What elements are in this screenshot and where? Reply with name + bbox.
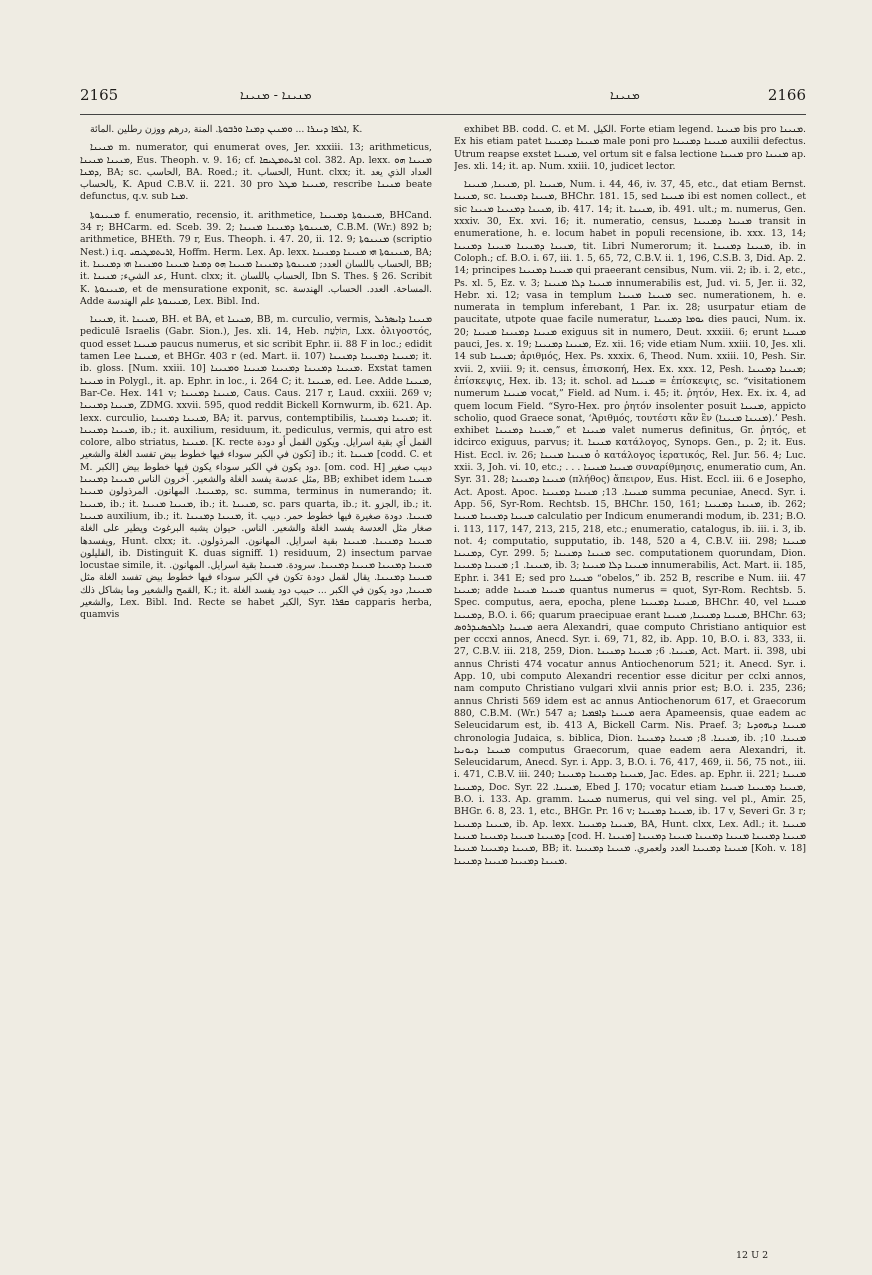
entry-paragraph: ܡܢܝܢܘܬܐ f. enumeratio, recensio, it. arithmetice, ܡܢܝܢܘܬܐ ܕܡܢܝܢܐ, BHCand. 34 r; BHCarm. ed. Sceb. 39. 2; ܡܢܝܢܘܬܐ ܕܡܢܝܢܐ ܡܢܝܢܐ, C.B.M. (Wr.) 892 b; arithmetice, BHEth. 79 r, Eus. Theoph. i. 47. 20, ii. 12. 9; ܡܢܝܢܘܬܐ (scriptio Nest.) i.q. ܐܪܝܬܡܛܝܩܝ, Hoffm. Herm. Lex. Ap. lexx. ܡܢܝܢܘܬܐ ܗܝ ܡܢܝܢܐ ܕܡܢܝܢܐ, BA; it. الحساب باللسان العدد; ܡܢܝܢܘܬܐ ܕܡܢܝܢܐ ܡܢܝܢܐ ܗܘ ܕܡܢܐ ܡܢܝܢܐ ܘܡܢܝܢܐ ܗܝ ܕܡܢܝܢܐ, BB; it. عد الشيء; ܡܢܝܢܐ, Hunt. clxx; it. الحساب باللسان, Ibn S. Thes. § 26. Scribit K. ܡܢܝܢܘܬܐ, et de mensuratione exponit, sc. المساحة. العدد. الحساب. الهندسة. Adde ܡܢܝܢܘܬܐ علم الهندسة, Lex. Bibl. Ind. [80,209,432,307]
page-header [80,86,806,108]
signature-mark: 12 U 2 [736,1250,769,1261]
running-head-left: ܡܢܝܢܐ - ܡܢܝܢܐ [240,88,312,102]
entry-paragraph: ܡܢܝܢܐ m. numerator, qui enumerat oves, Jer. xxxiii. 13; arithmeticus, ܡܢܝܢܐ ܡܢܝܢܐ, Eus. Theoph. v. 9. 16; cf. ܐܪܝܬܡܛܝܩܐ col. 382. Ap. lexx. ܡܢܝܢܐ ܗܘ ܕܡܢܐ, BA; sc. الحاسب, BA. Roed.; it. الحساب, Hunt. clxx; it. العداد الذي يعد بالحساب, K. Apud C.B.V. ii. 221. 30 pro ܡܢܝܢܐ ܡܛܠ, rescribe ܡܢܝܢܐ beate defunctus, q.v. sub ܡܢܐ. [80,142,432,203]
entry-paragraph: ܡܢܝܢܐ, ܡܢܝܢܐ, pl. ܡܢܝܢܐ, Num. i. 44, 46, iv. 37, 45, etc., dat etiam Bernst. ܡܢܝܢܐ, sc. ܡܢܝܢܐ ܕܡܢܝܢܐ, BHChr. 181. 15, sed ܡܢܝܢܐ ibi est nomen collect., et sic ܡܢܝܢܐ ܕܡܢܝܢܐ ܡܢܝܢܐ, ib. 417. 14; it. ܡܢܝܢܐ, ib. 491. ult.; m. numerus, Gen. xxxiv. 30, Ex. xvi. 16; it. numeratio, census, ܡܢܝܢܐ ܕܡܢܝܢܐ transit in enumeratione, h. e. locum habet in populi recensione, ib. xxx. 13, 14; ܡܢܝܢܐ ܕܡܢܝܢܐ ܡܢܝܢܐ ܕܡܢܝܢܐ, tit. Libri Numerorum; it. ܡܢܝܢܐ ܕܡܢܝܢܐ, ib. in Coloph.; cf. B.O. i. 67, iii. 1. 5, 65, 72, C.B.V. ii. 1, 196, C.S.B. 3, Did. Ap. 2. 14; principes ܡܢܝܢܐ ܕܡܢܝܢܐ qui praeerant censibus, Num. vii. 2; ib. i. 2, etc., Ps. xl. 5, Ez. v. 3; ܡܢܝܢܐ ܕܠܐ ܡܢܝܢܐ innumerabilis est, Jud. vi. 5, Jer. ii. 32, Hebr. xi. 12; vasa in templum ܡܢܝܢܐ ܡܢܝܢܐ sec. numerationem, h. e. numerata in templum inferebant, 1 Par. ix. 28; usurpatur etiam de paucitate, utpote quae facile numeratur, ܝܘܡܐ ܕܡܢܝܢܐ dies pauci, Num. ix. 20; ܡܢܝܢܐ ܕܡܢܝܢܐ ܡܢܝܢܐ exiguus sit in numero, Deut. xxxiii. 6; erunt ܡܢܝܢܐ pauci, Jes. x. 19; ܡܢܝܢܐ ܕܡܢܝܢܐ, Ez. xii. 16; vide etiam Num. xxiii. 10, Jes. xli. 14 sub ܡܢܝܢܐ; ἀριθμός, Hex. Ps. xxxix. 6, Theod. Num. xxiii. 10, Pesh. Sir. xvii. 2, xviii. 9; it. census, ἐπισκοπή, Hex. Ex. xxx. 12, Pesh. ܡܢܝܢܐ ܕܡܢܝܢܐ; ἐπίσκεψις, Hex. ib. 13; it. schol. ad ܡܢܝܢܐ = ἐπίσκεψις, sc. “visitationem numerum ܡܢܝܢܐ vocat,” Field. ad Num. i. 45; it. ῥητόν, Hex. Ex. ix. 4, ad quem locum Field. “Syro-Hex. pro ῥητόν insolenter posuit ܡܢܝܢܐ, appicto scholio, quod Graece sonat, ‘Ἀριθμός, τουτέστι κἂν ἓν (ܡܢܝܢܐ ܡܢܝܢܐ).’ Pesh. exhibet ܡܢܝܢܐ ܕܡܢܝܢܐ,” et ܡܢܝܢܐ valet numerus definitus, Gr. ῥητός, et idcirco exiguus, parvus; it. ܡܢܝܢܐ κατάλογος, Synops. Gen., p. 2; it. Eus. Hist. Eccl. iv. 26; ܡܢܝܢܐ ܡܢܝܢܐ ὁ κατάλογος ἱερατικός, Rel. Jur. 56. 4; Luc. xxii. 3, Joh. vi. 10, etc.; . . . ܡܢܝܢܐ ܡܢܝܢܐ συναρίθμησις, enumeratio cum, An. Syr. 31. 28; ܡܢܝܢܐ ܕܡܢܝܢܐ (πλήθος) ἄπειρον, Eus. Hist. Eccl. iii. 6 e Josepho, Act. Apost. Apoc. ܡܢܝܢܐ. 13; ܡܢܝܢܐ ܕܡܢܝܢܐ summa pecuniae, Anecd. Syr. i. App. 56, Syr-Rom. Rechtsb. 15, BHChr. 150, 161; ܡܢܝܢܐ ܕܡܢܝܢܐ, ib. 262; ܡܢܝܢܐ ܕܡܢܝܢܐ ܡܢܝܢܐ calculatio per Indicum enumerandi modum, ib. 231; B.O. i. 113, 117, 147, 213, 215, 218, etc.; enumeratio, catalogus, ib. iii. i. 3, ib. not. 4; computatio, supputatio, ib. 148, 520 a 4, C.B.V. iii. 298; ܡܢܝܢܐ ܕܡܢܝܢܐ, Cyr. 299. 5; ܡܢܝܢܐ ܕܡܢܝܢܐ sec. computationem quorundam, Dion. ܡܢܝܢܐ. 1; ܡܢܝܢܐ ܕܡܢܝܢܐ, ib. 3; ܡܢܝܢܐ ܕܠܐ ܡܢܝܢܐ innumerabilis, Act. Mart. ii. 185, Ephr. i. 341 E; sed pro ܡܢܝܢܐ “obelos,” ib. 252 B, rescribe e Num. iii. 47 ܡܢܝܢܐ; adde ܡܢܝܢܐ ܡܢܝܢܐ quantus numerus = quot, Syr-Rom. Rechtsb. 5. Spec. computus, aera, epocha, plene ܡܢܝܢܐ ܕܡܢܝܢܐ, BHChr. 40, vel ܡܢܝܢܐ ܕܡܢܝܢܐ, B.O. i. 66; quarum praecipuae erant ܡܢܝܢܐ ܕܡܢܝܢܐ, ܡܢܝܢܐ, BHChr. 63; ܡܢܝܢܐ ܕܐܠܟܣܢܕܪܘܣ aera Alexandri, quae computo Christiano antiquior est per cccxi annos, Anecd. Syr. i. 69, 71, 82, ib. App. 10, B.O. i. 83, 333, ii. 27, C.B.V. iii. 218, 259, Dion. ܡܢܝܢܐ. 6; ܡܢܝܢܐ ܕܡܢܝܢܐ, Act. Mart. ii. 398, ubi annus Christi 474 vocatur annus Antiochenorum 521; it. Anecd. Syr. i. App. 10, ubi computo Alexandri recentior esse dicitur per cclxi annos, nam computo Christiano vulgari xlvii annis prior est; B.O. i. 235, 236; annus Christi 569 idem est ac annus Antiochenorum 617, et Graecorum 880, C.B.M. (Wr.) 547 a; ܡܢܝܢܐ ܕܐܦܡܝܐ aera Apameensis, quae eadem ac Seleucidarum est, ib. 413 A, Bickell Carm. Nis. Praef. 3; ܡܢܝܢܐ ܕܝܗܘܕܝܐ chronologia Judaica, s. biblica, Dion. ܡܢܝܢܐ. 8; ܡܢܝܢܐ ܕܡܢܝܢܐ, ib. ܡܢܝܢܐ. 10; ܡܢܝܢܐ ܕܝܘܢܝܐ computus Graecorum, quae eadem aera Alexandri, it. Seleucidarum, Anecd. Syr. i. App. 3, B.O. i. 76, 417, 469, ii. 56, 75 not., iii. i. 471, C.B.V. iii. 240; ܡܢܝܢܐ ܕܡܢܝܢܐ ܕܡܢܝܢܐ, Jac. Edes. ap. Ephr. ii. 221; ܡܢܝܢܐ ܕܡܢܝܢܐ, Doc. Syr. ܡܢܝܢܐ. 22, Ebed J. 170; vocatur etiam ܡܢܝܢܐ ܕܡܢܝܢܐ ܡܢܝܢܐ, B.O. i. 133. Ap. gramm. ܡܢܝܢܐ numerus, qui vel sing. vel pl., Amir. 25, BHGr. 6. 8, 23. 1, etc., BHGr. Pr. 16 v; ܡܢܝܢܐ ܕܡܢܝܢܐ, ib. 17 v, Severi Gr. 3 r; ܡܢܝܢܐ ܕܡܢܝܢܐ, ib. Ap. lexx. ܡܢܝܢܐ ܕܡܢܝܢܐ, BA, Hunt. clxx, Lex. Adl.; it. ܡܢܝܢܐ ܕܡܢܝܢܐ ܡܢܝܢܐ ܕܡܢܝܢܐ ܡܢܝܢܐ [cod. H. ܡܢܝܢܐ] ܡܢܝܢܐ ܕܡܢܝܢܐ ܡܢܝܢܐ ܕܡܢܝܢܐ ܡܢܝܢܐ ܕܡܢܝܢܐ ܡܢܝܢܐ ܕܡܢܝܢܐ ܡܢܝܢܐ, BB; it. ܡܢܝܢܐ ܕܡܢܝܢܐ العدد ولعمري. ܡܢܝܢܐ ܕܡܢܝܢܐ [Koh. v. 18] ܡܢܝܢܐ ܕܡܢܝܢܐ ܡܢܝܢܐ ܕܡܢܝܢܐ. [454,179,806,867]
entry-paragraph: ܐܠܦܐ ܕܝܢܪܐ ... ܘܡܢܝܢ ܕܡܢܐ ܘܪܒܘܬܐ. المنة ,درهم ووزن رطلين .المائة, K. [90,124,363,135]
page-number-left: 2165 [80,86,119,104]
left-column [80,124,432,1249]
header-rule [80,114,806,115]
entry-paragraph: ܡܢܝܢܐ, it. ܡܢܝܢܐ, BH. et BA, et ܡܢܝܢܐ, BB, m. curculio, vermis, ܡܢܝܢܐ ܕܐܝܣܪܝܠ pediculē Israelis (Gabr. Sion.), Jes. xli. 14, Heb. תּוֹלַעַת, Lxx. ὀλιγοστός, quod esset ܡܢܝܢܐ paucus numerus, et sic scribit Ephr. ii. 88 F in loc.; edidit tamen Lee ܡܢܝܢܐ, et BHGr. 403 r (ed. Mart. ii. 107) ܡܢܝܢܐ ܕܡܢܝܢܐ ܕܡܢܝܢܐ; it. ib. gloss. [Num. xxiii. 10] ܡܢܝܢܐ ܕܡܢܝܢܐ ܕܡܢܝܢܐ ܡܢܝܢܐ ܘܡܢܝܢܐ. Exstat tamen ܡܢܝܢܐ in Polygl., it. ap. Ephr. in loc., i. 264 C; it. ܡܢܝܢܐ, ed. Lee. Adde ܡܢܝܢܐ, Bar-Ce. Hex. 141 v; ܡܢܝܢܐ ܕܡܢܝܢܐ, Caus. Caus. 217 r, Laud. cxxiii. 269 v; ܡܢܝܢܐ ܕܡܢܝܢܐ, ZDMG. xxvii. 595, quod reddit Bickell Kornwurm, ib. 621. Ap. lexx. curculio, ܡܢܝܢܐ ܕܡܢܝܢܐ, BA; it. parvus, contemptibilis, ܡܢܝܢܐ ܕܡܢܝܢܐ; it. ܡܢܝܢܐ ܕܡܢܝܢܐ, ib.; it. auxilium, residuum, it. pediculus, vermis, qui atro est colore, albo striatus, ܡܢܝܢܐ. [K. recte القمل أي بقية اسرايل. ويكون القمل أو دودة تكون في الكبر سوداء فيها خطوط بيض تفسد الغلة والشعير] ib.; it. ܡܢܝܢܐ [codd. C. et M. الكبر] دود يكون في الكبر سوداء يكون فيها خطوط بيض. [om. cod. H] دبيب صغير مثل عدسة يفسد الغلة والشعير. آخرون الناس ܡܢܝܢܐ ܕܡܢܝܢܐ, BB; exhibet idem ܡܢܝܢܐ ܕܡܢܝܢܐ. المهانون. المرذولون ܡܢܝܢܐ, sc. summa, terminus in numerando; it. ܡܢܝܢܐ, ib.; it. ܡܢܝܢܐ ܡܢܝܢܐ, ib.; it. ܡܢܝܢܐ, sc. pars quarta, ib.; it. الجزو, ib.; it. ܡܢܝܢܐ auxilium, ib.; it. ܡܢܝܢܐ ܕܡܢܝܢܐ, it. ܡܢܝܢܐ. دودة صغيرة فيها خطوط حمر. دبيب صغار مثل العدسة يفسد الغلة والشعير. الناس. حيوان يشبه البرغوث ويطير على الغلة ويفسدها, Hunt. clxx; it. ܡܢܝܢܐ ܕܡܢܝܢܐ. ܡܢܝܢܐ بقية اسرايل. المهانون. المرذولون. القليلون, ib. Distinguit K. duas signiff. 1) residuum, 2) insectum parvae locustae simile, it. ܡܢܝܢܐ ܕܡܢܝܢܐ ܡܢܝܢܐ ܕܡܢܝܢܐ. سرودة. ܡܢܝܢܐ بقية اسرايل. المهانون. ܡܢܝܢܐ ܕܡܢܝܢܐ. يقال لقمل دودة تكون في الكبر سوداء فيها خطوط بيض تفسد الغلة مثل القمح والشعير وما يشاكل ذلك, K.; it. ܡܢܝܢܐ, دود يكون في الكبر ... حبيب دود يفسد الغلة والشعير, Lex. Bibl. Ind. Recte se habet الكبر, Syr. ܩܦܪܐ capparis herba, quamvis [80,314,432,621]
entry-paragraph: exhibet BB. codd. C. et M. الكيل. Forte etiam legend. ܡܢܝܢܐ bis pro ܡܢܝܢܐ. Ex his etiam patet ܡܢܝܢܐ ܕܡܢܝܢܐ male poni pro ܡܢܝܢܐ ܕܡܢܝܢܐ auxilii defectus. Utrum reapse exstet ܡܢܝܢܐ, vel ortum sit e falsa lectione ܡܢܝܢܐ pro ܡܢܝܢܐ ap. Jes. xli. 14; it. ap. Num. xxiii. 10, judicet lector. [454,124,806,172]
running-head-right: ܡܢܝܢܐ [610,88,640,102]
page-number-right: 2166 [767,86,806,104]
right-column [454,124,806,1249]
